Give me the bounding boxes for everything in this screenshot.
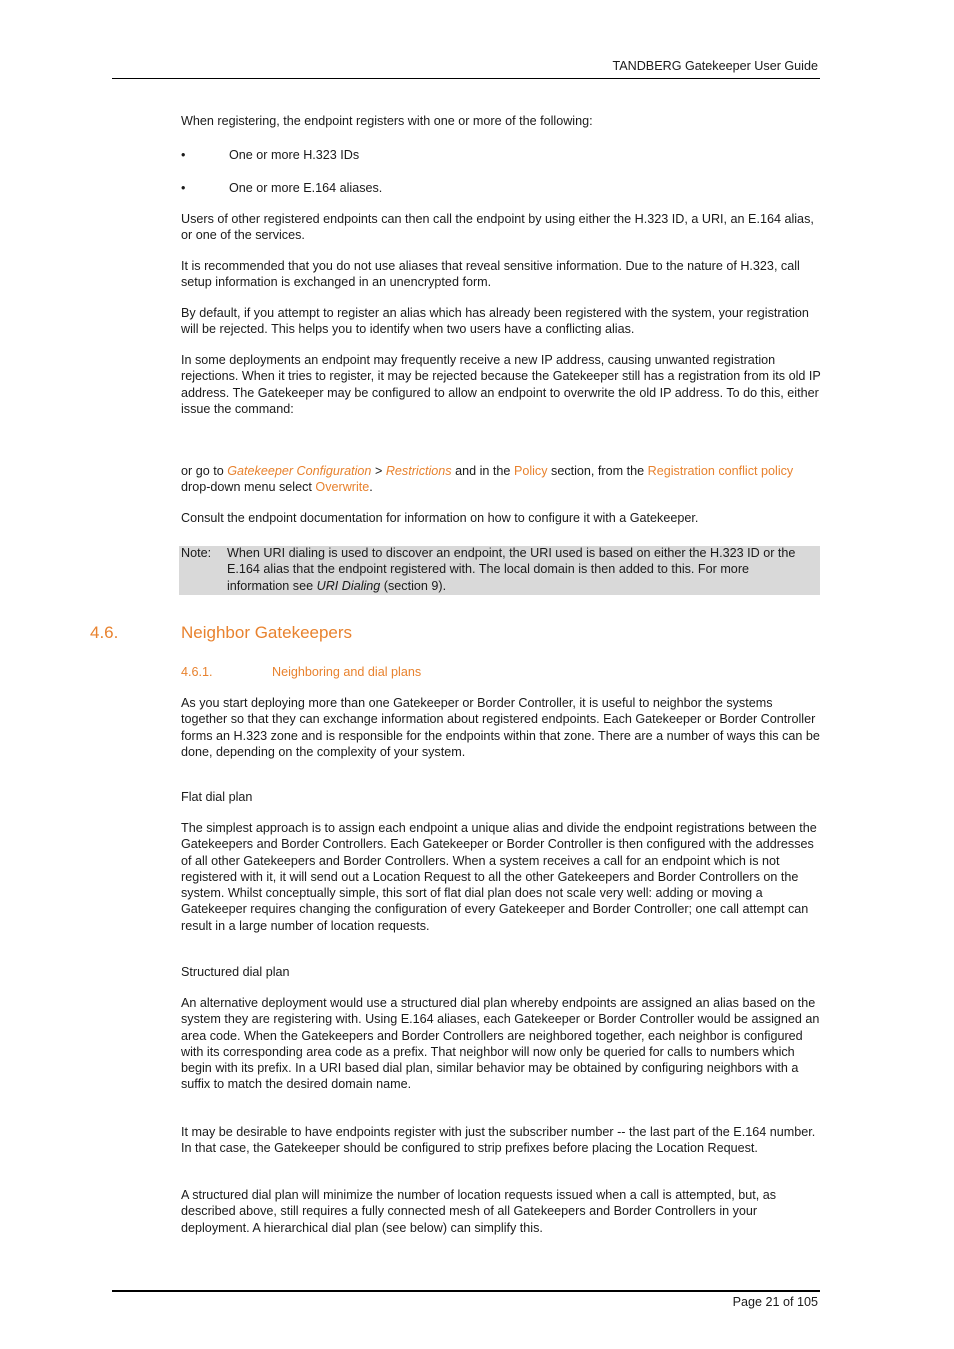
- gatekeeper-configuration-link[interactable]: Gatekeeper Configuration: [227, 464, 372, 478]
- flat-dial-plan-heading: Flat dial plan: [181, 790, 253, 804]
- text-run: .: [369, 480, 373, 495]
- header-rule: [112, 78, 820, 79]
- header-title: TANDBERG Gatekeeper User Guide: [612, 59, 818, 73]
- text-run: (section 9).: [380, 578, 447, 593]
- bullet-item: One or more E.164 aliases.: [229, 181, 383, 195]
- text-run: drop-down menu select: [181, 480, 316, 495]
- structured-dial-plan-heading: Structured dial plan: [181, 965, 290, 979]
- text-run: and in the: [451, 464, 514, 478]
- subsection-number: 4.6.1.: [181, 665, 213, 679]
- text-run: >: [371, 464, 386, 478]
- bullet-marker: •: [181, 148, 186, 162]
- overwrite-link[interactable]: Overwrite: [315, 480, 370, 495]
- note-text: [227, 545, 812, 594]
- bullet-item: One or more H.323 IDs: [229, 148, 360, 162]
- uri-dialing-reference[interactable]: URI Dialing: [316, 578, 381, 593]
- paragraph: Consult the endpoint documentation for information on how to configure it with a Gatekeeper.: [181, 511, 699, 525]
- section-title: Neighbor Gatekeepers: [181, 623, 353, 642]
- restrictions-link[interactable]: Restrictions: [385, 464, 452, 478]
- paragraph: Users of other registered endpoints can then call the endpoint by using either the H.323 ID, a URI, an E.164 alias, or one of the services.: [181, 212, 814, 243]
- section-number: 4.6.: [90, 623, 119, 642]
- paragraph: As you start deploying more than one Gatekeeper or Border Controller, it is useful to neighbor the systems together so that they can exchange information about registered endpoints. Each Gatekeeper or Border Controller forms an H.323 zone and is responsible for the endpoints within that zone. There are a number of ways this can be done, depending on the complexity of your system.: [181, 696, 820, 759]
- paragraph: The simplest approach is to assign each endpoint a unique alias and divide the endpoint registrations between the Gatekeepers and Border Controllers. Each Gatekeeper or Border Controller is then configured with the addresses of all other Gatekeepers and Border Controllers. When a system receives a call for an endpoint which is not registered with it, it will send out a Location Request to all the other Gatekeepers and Border Controllers on the system. Whilst conceptually simple, this sort of flat dial plan does not scale very well: adding or moving a Gatekeeper requires changing the configuration of every Gatekeeper and Border Controller; one call attempt can result in a large number of location requests.: [181, 821, 817, 933]
- paragraph: An alternative deployment would use a structured dial plan whereby endpoints are assigned an alias based on the system they are registering with. Using E.164 aliases, each Gatekeeper or Border Controller would be assigned an area code. When the Gatekeepers and Border Controllers are neighbored together, each neighbor is configured with its corresponding area code as a prefix. That neighbor will now only be queried for calls to numbers which begin with its prefix. In a URI based dial plan, similar behavior may be obtained by configuring neighbors with a suffix to match the desired domain name.: [181, 996, 820, 1092]
- bullet-marker: •: [181, 181, 186, 195]
- page-number: Page 21 of 105: [732, 1295, 818, 1309]
- policy-link[interactable]: Policy: [513, 464, 548, 478]
- subsection-title: Neighboring and dial plans: [272, 665, 422, 679]
- footer-rule: [112, 1290, 820, 1292]
- paragraph: A structured dial plan will minimize the number of location requests issued when a call is attempted, but, as described above, still requires a fully connected mesh of all Gatekeepers and Border Controllers in your deployment. A hierarchical dial plan (see below) can simplify this.: [181, 1188, 777, 1235]
- menu-path-paragraph: [181, 463, 821, 496]
- registration-conflict-policy-link[interactable]: Registration conflict policy: [647, 464, 794, 478]
- note-label: Note:: [181, 546, 212, 560]
- text-run: section, from the: [547, 464, 648, 478]
- text-run: When URI dialing is used to discover an endpoint, the URI used is based on either the H.323 ID or the E.164 alias that the endpoint registered with. The local domain is then added to this. For more information see: [227, 546, 796, 593]
- paragraph: It may be desirable to have endpoints register with just the subscriber number -- the last part of the E.164 number. In that case, the Gatekeeper should be configured to strip prefixes before placing the Location Request.: [181, 1125, 816, 1156]
- text-run: or go to: [181, 464, 228, 478]
- paragraph: In some deployments an endpoint may frequently receive a new IP address, causing unwanted registration rejections. When it tries to register, it may be rejected because the Gatekeeper still has a registration from its old IP address. The Gatekeeper may be configured to allow an endpoint to overwrite the old IP address. To do this, either issue the command:: [181, 353, 821, 416]
- paragraph: It is recommended that you do not use aliases that reveal sensitive information. Due to the nature of H.323, call setup information is exchanged in an unencrypted form.: [181, 259, 800, 290]
- paragraph: By default, if you attempt to register an alias which has already been registered with the system, your registration will be rejected. This helps you to identify when two users have a conflicting alias.: [181, 306, 809, 337]
- intro-paragraph: When registering, the endpoint registers with one or more of the following:: [181, 114, 593, 128]
